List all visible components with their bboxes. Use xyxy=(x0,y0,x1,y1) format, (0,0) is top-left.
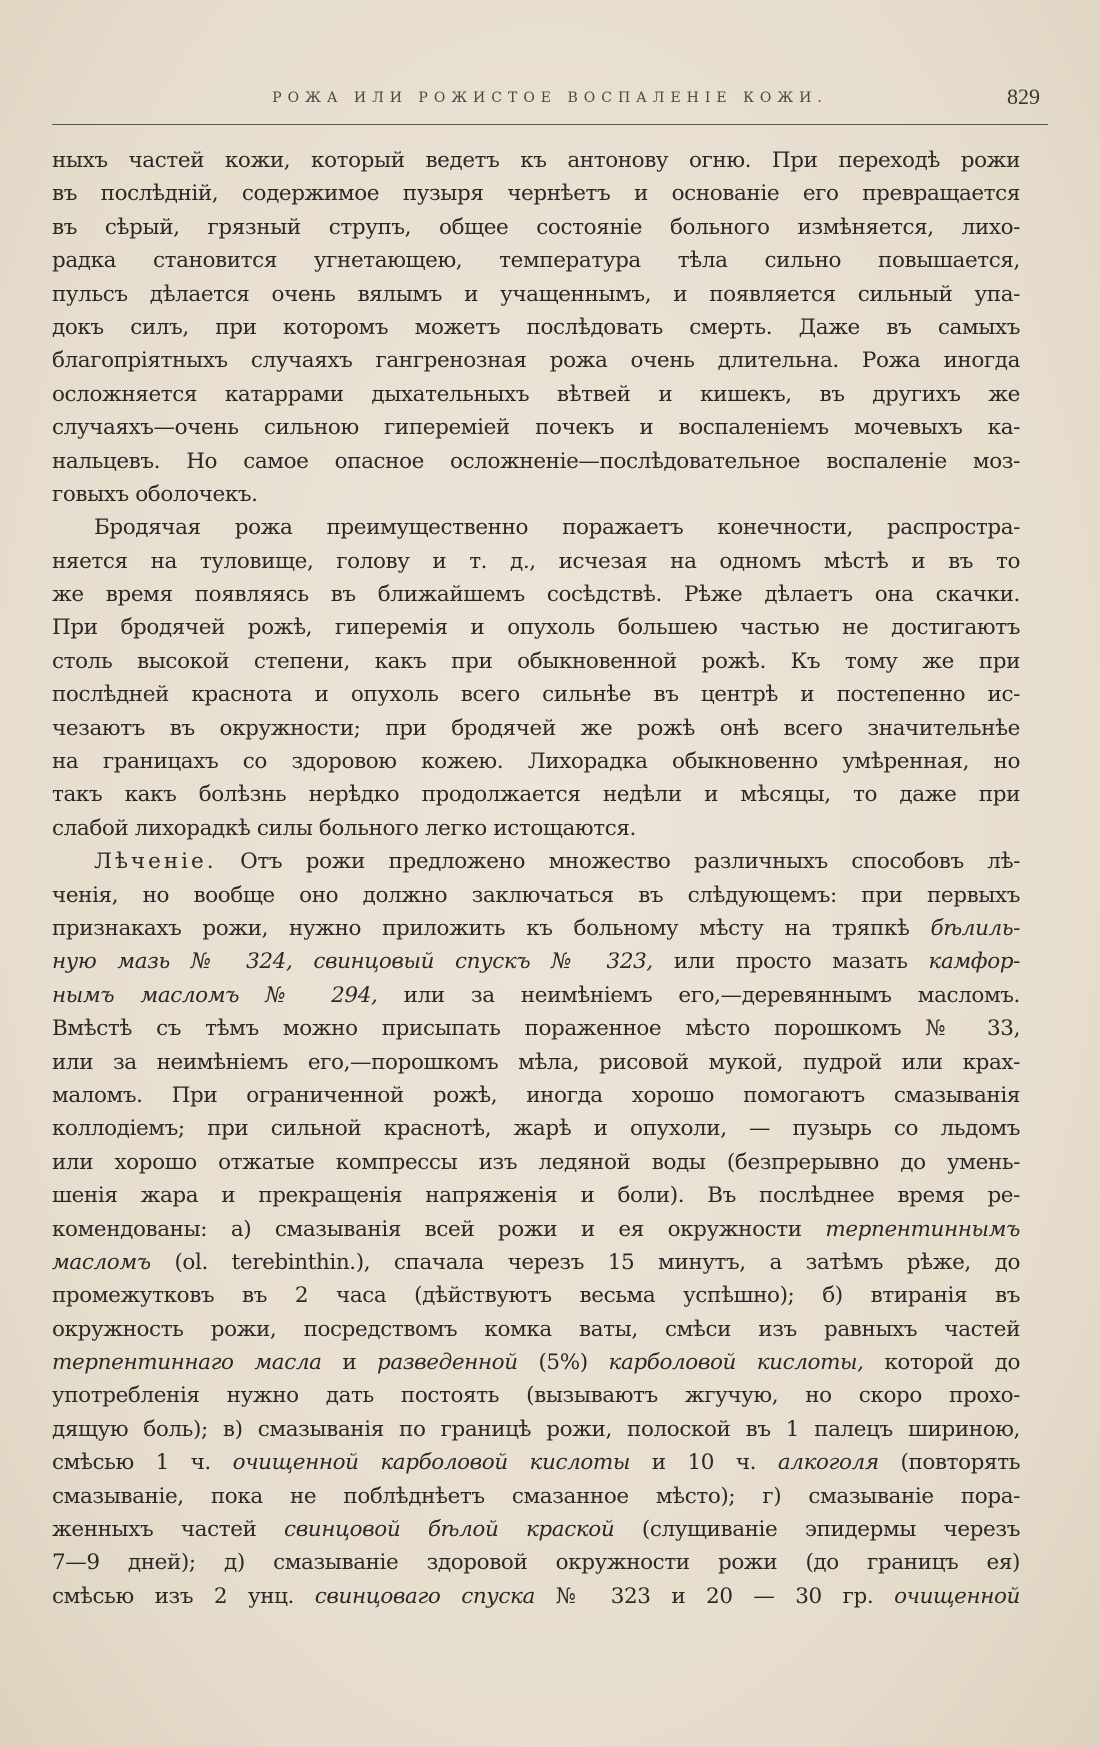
text-line xyxy=(52,1513,1020,1546)
text-line xyxy=(52,378,1020,411)
line-text: (ol. terebinthin.), спачала черезъ 15 минутъ, а затѣмъ рѣже, до xyxy=(150,1249,1020,1275)
italic-term: очищенной карболовой кислоты xyxy=(232,1450,631,1476)
line-text: ныхъ частей кожи, который ведетъ къ антонову огню. При переходѣ рожи xyxy=(52,148,1020,173)
text-line xyxy=(52,845,1020,878)
line-text: признакахъ рожи, нужно приложить къ больному мѣсту на тряпкѣ xyxy=(52,915,931,941)
line-text: няется на туловище, голову и т. д., исчезая на одномъ мѣстѣ и въ то xyxy=(52,548,1020,574)
text-line xyxy=(52,778,1020,811)
line-text: промежутковъ въ 2 часа (дѣйствуютъ весьма успѣшно); б) втиранія въ xyxy=(52,1283,1020,1309)
text-line xyxy=(52,1246,1020,1279)
line-text: пульсъ дѣлается очень вялымъ и учащеннымъ, и появляется сильный упа- xyxy=(52,281,1020,307)
text-line xyxy=(52,1413,1020,1446)
line-text: женныхъ частей xyxy=(52,1517,285,1543)
text-line xyxy=(52,1213,1020,1246)
text-line xyxy=(52,1179,1020,1212)
text-line xyxy=(52,1112,1020,1145)
text-line xyxy=(52,1446,1020,1479)
line-text: благопріятныхъ случаяхъ гангренозная рожа очень длительна. Рожа иногда xyxy=(52,348,1020,374)
text-line xyxy=(52,1046,1020,1079)
line-text: осложняется катаррами дыхательныхъ вѣтвей и кишекъ, въ другихъ же xyxy=(52,381,1020,407)
italic-term: алкоголя xyxy=(777,1450,879,1476)
line-text: употребленія нужно дать постоять (вызываютъ жгучую, но скоро прохо- xyxy=(52,1383,1020,1409)
line-text: докъ силъ, при которомъ можетъ послѣдовать смерть. Даже въ самыхъ xyxy=(52,314,1020,340)
text-line xyxy=(52,1079,1020,1112)
text-line xyxy=(52,478,1020,511)
line-text: комендованы: а) смазыванія всей рожи и ея окружности xyxy=(52,1216,826,1242)
text-line xyxy=(52,1012,1020,1045)
text-line xyxy=(52,979,1020,1012)
text-line xyxy=(52,445,1020,478)
text-line xyxy=(52,344,1020,377)
text-line xyxy=(52,211,1020,244)
line-text: столь высокой степени, какъ при обыкновенной рожѣ. Къ тому же при xyxy=(52,648,1020,674)
italic-term: масломъ xyxy=(52,1249,151,1275)
line-text: 7—9 дней); д) смазываніе здоровой окружности рожи (до границъ ея) xyxy=(52,1550,1020,1576)
line-text: смѣсью 1 ч. xyxy=(52,1450,233,1476)
line-text: на границахъ со здоровою кожею. Лихорадка обыкновенно умѣренная, но xyxy=(52,749,1020,775)
text-line xyxy=(52,244,1020,277)
text-line xyxy=(52,545,1020,578)
line-text: При бродячей рожѣ, гиперемія и опухоль большею частью не достигаютъ xyxy=(52,615,1020,641)
line-text: же время появляясь въ ближайшемъ сосѣдствѣ. Рѣже дѣлаетъ она скачки. xyxy=(52,582,1020,608)
line-text: или хорошо отжатые компрессы изъ ледяной воды (безпрерывно до умень- xyxy=(52,1149,1020,1175)
text-line xyxy=(52,678,1020,711)
text-line xyxy=(52,411,1020,444)
text-line xyxy=(52,177,1020,210)
line-text: или просто мазать xyxy=(652,949,929,975)
line-text: (5%) xyxy=(517,1350,609,1376)
italic-term: свинцовой бѣлой краской xyxy=(284,1517,615,1543)
line-text: коллодіемъ; при сильной краснотѣ, жарѣ и опухоли, — пузырь со льдомъ xyxy=(52,1116,1020,1142)
line-text: говыхъ оболочекъ. xyxy=(52,481,258,507)
text-line xyxy=(52,745,1020,778)
line-text: окружность рожи, посредствомъ комка ваты, смѣси изъ равныхъ частей xyxy=(52,1316,1020,1342)
line-text: ченія, но вообще оно должно заключаться въ слѣдующемъ: при первыхъ xyxy=(52,882,1020,908)
line-text: нальцевъ. Но самое опасное осложненіе—послѣдовательное воспаленіе моз- xyxy=(52,448,1020,474)
line-text: (слущиваніе эпидермы черезъ xyxy=(614,1517,1020,1543)
text-line xyxy=(52,1379,1020,1412)
text-line xyxy=(52,278,1020,311)
text-line xyxy=(52,1279,1020,1312)
line-text: послѣдней краснота и опухоль всего сильнѣе въ центрѣ и постепенно ис- xyxy=(52,682,1020,708)
text-line xyxy=(52,611,1020,644)
line-text: случаяхъ—очень сильною гипереміей почекъ и воспаленіемъ мочевыхъ ка- xyxy=(52,415,1020,441)
running-header xyxy=(52,84,1048,125)
text-line xyxy=(52,1546,1020,1579)
text-line xyxy=(52,1313,1020,1346)
text-line xyxy=(52,578,1020,611)
line-text: (повторять xyxy=(878,1450,1020,1476)
line-text: смазываніе, пока не поблѣднѣетъ смазанное мѣсто); г) смазываніе пора- xyxy=(52,1483,1020,1509)
line-text: или за неимѣніемъ его,—порошкомъ мѣла, рисовой мукой, пудрой или крах- xyxy=(52,1049,1020,1075)
line-text: радка становится угнетающею, температура тѣла сильно повышается, xyxy=(52,248,1020,274)
text-line xyxy=(52,812,1020,845)
line-text: дящую боль); в) смазыванія по границѣ рожи, полоской въ 1 палецъ шириною, xyxy=(52,1416,1020,1442)
text-line xyxy=(52,912,1020,945)
section-heading: Лѣченіе. xyxy=(94,849,217,875)
text-line xyxy=(52,945,1020,978)
italic-term: камфор- xyxy=(928,949,1020,975)
italic-term: разведенной xyxy=(377,1350,518,1376)
italic-term: терпентиннымъ xyxy=(825,1216,1020,1242)
line-text: Бродячая рожа преимущественно поражаетъ конечности, распростра- xyxy=(94,515,1020,541)
line-text: слабой лихорадкѣ силы больного легко истощаются. xyxy=(52,815,636,841)
text-line xyxy=(52,311,1020,344)
text-line xyxy=(52,1580,1020,1613)
text-line xyxy=(52,645,1020,678)
text-line xyxy=(52,1346,1020,1379)
running-title: РОЖА ИЛИ РОЖИСТОЕ ВОСПАЛЕНІЕ КОЖИ. xyxy=(272,90,828,106)
text-line xyxy=(52,1480,1020,1513)
line-text: Отъ рожи предложено множество различныхъ способовъ лѣ- xyxy=(216,849,1020,875)
line-text: № 323 и 20 — 30 гр. xyxy=(534,1583,895,1609)
italic-term: очищенной xyxy=(894,1583,1020,1609)
text-line xyxy=(52,879,1020,912)
italic-term: терпентиннаго масла xyxy=(52,1350,322,1376)
page-number: 829 xyxy=(1007,84,1040,109)
line-text: маломъ. При ограниченной рожѣ, иногда хорошо помогаютъ смазыванія xyxy=(52,1082,1020,1108)
line-text: и 10 ч. xyxy=(630,1450,778,1476)
line-text: которой до xyxy=(863,1350,1020,1376)
line-text: шенія жара и прекращенія напряженія и боли). Въ послѣднее время ре- xyxy=(52,1183,1020,1209)
body-text xyxy=(52,144,1020,1613)
italic-term: нымъ масломъ № 294, xyxy=(52,982,378,1008)
italic-term: ную мазь № 324, свинцовый спускъ № 323, xyxy=(52,949,653,975)
line-text: или за неимѣніемъ его,—деревяннымъ масломъ. xyxy=(377,982,1020,1008)
line-text: Вмѣстѣ съ тѣмъ можно присыпать пораженное мѣсто порошкомъ № 33, xyxy=(52,1016,1020,1042)
line-text: въ сѣрый, грязный струпъ, общее состояніе больного измѣняется, лихо- xyxy=(52,214,1020,240)
line-text: въ послѣдній, содержимое пузыря чернѣетъ и основаніе его превращается xyxy=(52,181,1020,207)
text-line xyxy=(52,511,1020,544)
text-line xyxy=(52,1146,1020,1179)
italic-term: свинцоваго спуска xyxy=(314,1583,535,1609)
text-line xyxy=(52,144,1020,177)
line-text: чезаютъ въ окружности; при бродячей же рожѣ онѣ всего значительнѣе xyxy=(52,715,1020,741)
italic-term: бѣлиль- xyxy=(930,915,1020,941)
italic-term: карболовой кислоты, xyxy=(608,1350,864,1376)
line-text: и xyxy=(321,1350,378,1376)
text-line xyxy=(52,712,1020,745)
line-text: смѣсью изъ 2 унц. xyxy=(52,1583,315,1609)
line-text: такъ какъ болѣзнь нерѣдко продолжается недѣли и мѣсяцы, то даже при xyxy=(52,782,1020,808)
